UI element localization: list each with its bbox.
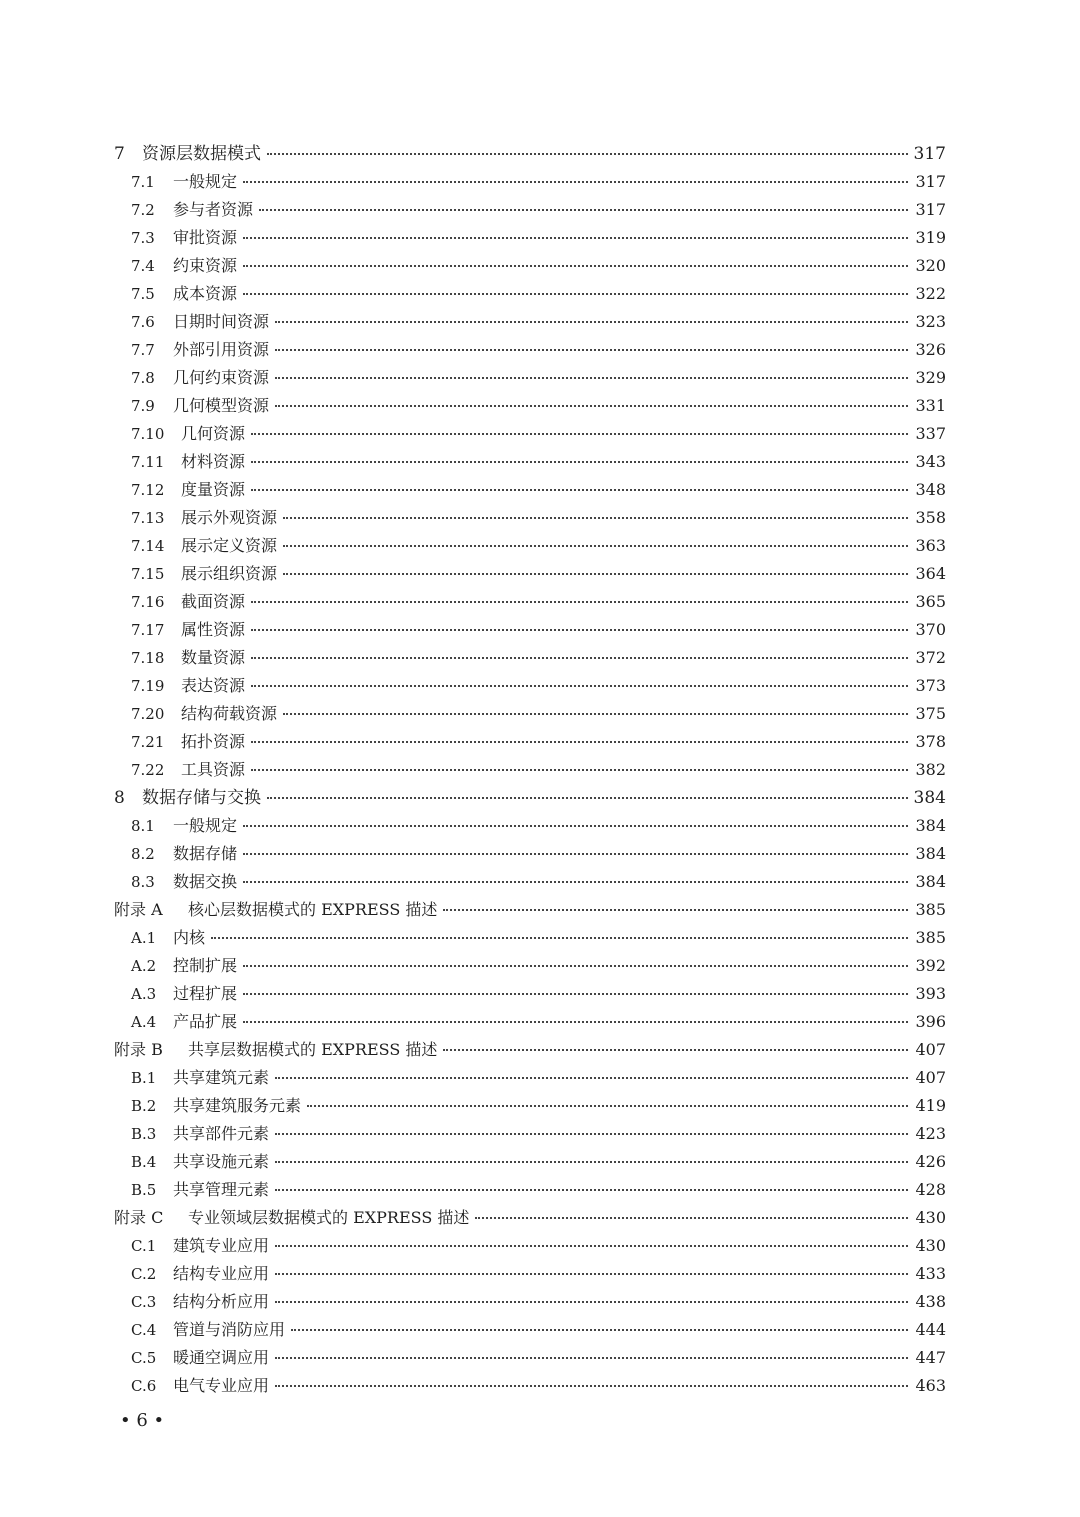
toc-dot-leader [211, 937, 908, 939]
toc-dot-leader [243, 881, 908, 883]
toc-entry-title: 材料资源 [181, 452, 246, 471]
toc-entry-title: 过程扩展 [173, 984, 238, 1003]
toc-entry-number: 7.15 [131, 565, 165, 583]
toc-entry[interactable] [0, 336, 1080, 364]
toc-dot-leader [251, 629, 908, 631]
toc-entry[interactable] [0, 560, 1080, 588]
toc-entry-number: C.3 [131, 1293, 157, 1311]
toc-entry-title: 几何模型资源 [173, 396, 270, 415]
table-of-contents [0, 140, 1080, 1400]
toc-entry[interactable] [0, 952, 1080, 980]
toc-dot-leader [243, 1021, 908, 1023]
toc-entry-number: 7.10 [131, 425, 165, 443]
toc-dot-leader [267, 153, 908, 155]
toc-entry-title: 一般规定 [173, 816, 238, 835]
toc-entry-page: 430 [915, 1236, 946, 1255]
toc-dot-leader [251, 489, 908, 491]
toc-entry-page: 428 [915, 1180, 946, 1199]
toc-entry-title: 共享建筑服务元素 [173, 1096, 302, 1115]
page-number: • 6 • [120, 1410, 165, 1431]
toc-entry-number: 7.19 [131, 677, 165, 695]
toc-entry-number: 7.17 [131, 621, 165, 639]
toc-entry-number: A.3 [131, 985, 157, 1003]
toc-entry-number: 7.16 [131, 593, 165, 611]
toc-entry-number: 7.4 [131, 257, 155, 275]
toc-entry-number: 7.18 [131, 649, 165, 667]
toc-entry-page: 423 [915, 1124, 946, 1143]
toc-dot-leader [243, 825, 908, 827]
toc-dot-leader [307, 1105, 908, 1107]
toc-entry-number: C.4 [131, 1321, 157, 1339]
toc-entry[interactable] [0, 1204, 1080, 1232]
toc-entry[interactable] [0, 1232, 1080, 1260]
toc-entry-number: 8.1 [131, 817, 155, 835]
toc-entry[interactable] [0, 224, 1080, 252]
toc-entry-title: 数量资源 [181, 648, 246, 667]
toc-dot-leader [251, 685, 908, 687]
toc-dot-leader [275, 349, 908, 351]
toc-dot-leader [275, 321, 908, 323]
toc-dot-leader [275, 405, 908, 407]
toc-entry[interactable] [0, 364, 1080, 392]
toc-dot-leader [275, 1189, 908, 1191]
toc-entry-page: 384 [915, 844, 946, 863]
toc-entry[interactable] [0, 1120, 1080, 1148]
toc-entry-page: 430 [915, 1208, 946, 1227]
toc-entry-number: 7.7 [131, 341, 155, 359]
toc-dot-leader [283, 713, 908, 715]
toc-entry-title: 度量资源 [181, 480, 246, 499]
toc-entry-title: 核心层数据模式的 EXPRESS 描述 [188, 900, 438, 919]
toc-entry-page: 317 [913, 144, 946, 164]
toc-entry-page: 433 [915, 1264, 946, 1283]
toc-entry[interactable] [0, 532, 1080, 560]
toc-entry-number: C.2 [131, 1265, 157, 1283]
toc-entry-title: 共享设施元素 [173, 1152, 270, 1171]
toc-entry-title: 建筑专业应用 [173, 1236, 270, 1255]
toc-entry-page: 319 [915, 228, 946, 247]
toc-entry-page: 447 [915, 1348, 946, 1367]
toc-entry-page: 317 [915, 172, 946, 191]
toc-entry-number: B.5 [131, 1181, 157, 1199]
toc-entry-page: 320 [915, 256, 946, 275]
toc-entry[interactable] [0, 756, 1080, 784]
toc-entry-title: 内核 [173, 928, 206, 947]
toc-entry[interactable] [0, 196, 1080, 224]
toc-entry-title: 结构荷载资源 [181, 704, 278, 723]
toc-dot-leader [251, 769, 908, 771]
toc-entry-number: 7.8 [131, 369, 155, 387]
toc-dot-leader [275, 1161, 908, 1163]
toc-entry-page: 444 [915, 1320, 946, 1339]
toc-entry-number: 7.5 [131, 285, 155, 303]
toc-dot-leader [283, 517, 908, 519]
toc-entry[interactable] [0, 1176, 1080, 1204]
toc-entry-title: 几何约束资源 [173, 368, 270, 387]
toc-entry[interactable] [0, 924, 1080, 952]
toc-entry-title: 资源层数据模式 [142, 144, 261, 164]
toc-entry-page: 317 [915, 200, 946, 219]
toc-entry-title: 展示外观资源 [181, 508, 278, 527]
toc-entry[interactable] [0, 672, 1080, 700]
toc-entry-number: 8.3 [131, 873, 155, 891]
toc-entry-title: 专业领域层数据模式的 EXPRESS 描述 [188, 1208, 470, 1227]
toc-entry-title: 控制扩展 [173, 956, 238, 975]
toc-entry-number: B.1 [131, 1069, 157, 1087]
toc-entry[interactable] [0, 784, 1080, 812]
toc-dot-leader [283, 573, 908, 575]
toc-entry-page: 337 [915, 424, 946, 443]
toc-entry-title: 数据存储 [173, 844, 238, 863]
toc-dot-leader [243, 293, 908, 295]
toc-dot-leader [259, 209, 908, 211]
toc-dot-leader [443, 909, 908, 911]
toc-entry-title: 产品扩展 [173, 1012, 238, 1031]
toc-entry[interactable] [0, 1064, 1080, 1092]
toc-entry-page: 375 [915, 704, 946, 723]
toc-entry[interactable] [0, 868, 1080, 896]
toc-entry[interactable] [0, 728, 1080, 756]
toc-entry-title: 日期时间资源 [173, 312, 270, 331]
toc-entry-page: 378 [915, 732, 946, 751]
toc-entry[interactable] [0, 1148, 1080, 1176]
toc-dot-leader [251, 601, 908, 603]
toc-entry-number: C.1 [131, 1237, 157, 1255]
toc-dot-leader [291, 1329, 908, 1331]
toc-entry[interactable] [0, 1372, 1080, 1400]
toc-dot-leader [243, 181, 908, 183]
toc-dot-leader [267, 797, 908, 799]
toc-entry-title: 共享部件元素 [173, 1124, 270, 1143]
toc-entry-title: 展示定义资源 [181, 536, 278, 555]
toc-entry[interactable] [0, 140, 1080, 168]
toc-entry[interactable] [0, 252, 1080, 280]
toc-entry-title: 参与者资源 [173, 200, 254, 219]
toc-dot-leader [443, 1049, 908, 1051]
toc-dot-leader [275, 1077, 908, 1079]
toc-entry-number: 7.13 [131, 509, 165, 527]
toc-entry-page: 392 [915, 956, 946, 975]
toc-entry[interactable] [0, 476, 1080, 504]
toc-entry-page: 373 [915, 676, 946, 695]
toc-entry-number: 7.12 [131, 481, 165, 499]
toc-entry[interactable] [0, 812, 1080, 840]
toc-dot-leader [251, 657, 908, 659]
toc-entry-page: 463 [915, 1376, 946, 1395]
toc-entry-number: 7.3 [131, 229, 155, 247]
toc-dot-leader [275, 1301, 908, 1303]
toc-entry-page: 364 [915, 564, 946, 583]
toc-entry-number: 7.9 [131, 397, 155, 415]
toc-entry-number: C.5 [131, 1349, 157, 1367]
toc-entry-page: 384 [915, 872, 946, 891]
toc-dot-leader [475, 1217, 908, 1219]
toc-entry[interactable] [0, 1316, 1080, 1344]
toc-entry[interactable] [0, 392, 1080, 420]
toc-entry-page: 329 [915, 368, 946, 387]
toc-entry-page: 384 [913, 788, 946, 808]
toc-entry[interactable] [0, 1036, 1080, 1064]
toc-dot-leader [251, 461, 908, 463]
toc-dot-leader [243, 965, 908, 967]
toc-entry-title: 共享层数据模式的 EXPRESS 描述 [188, 1040, 438, 1059]
toc-entry-title: 共享建筑元素 [173, 1068, 270, 1087]
toc-entry-title: 管道与消防应用 [173, 1320, 286, 1339]
toc-entry-number: 附录 A [114, 900, 163, 919]
toc-entry-title: 几何资源 [181, 424, 246, 443]
toc-entry[interactable] [0, 280, 1080, 308]
toc-entry[interactable] [0, 1288, 1080, 1316]
toc-entry[interactable] [0, 168, 1080, 196]
toc-dot-leader [275, 1133, 908, 1135]
toc-entry-page: 331 [915, 396, 946, 415]
toc-entry-number: 7.20 [131, 705, 165, 723]
toc-entry[interactable] [0, 588, 1080, 616]
toc-entry-page: 358 [915, 508, 946, 527]
toc-entry-page: 438 [915, 1292, 946, 1311]
toc-entry-title: 外部引用资源 [173, 340, 270, 359]
toc-entry-number: 7.21 [131, 733, 165, 751]
toc-entry-page: 419 [915, 1096, 946, 1115]
toc-entry-title: 数据交换 [173, 872, 238, 891]
toc-entry-title: 审批资源 [173, 228, 238, 247]
toc-dot-leader [275, 1385, 908, 1387]
toc-entry-page: 385 [915, 900, 946, 919]
toc-entry-title: 数据存储与交换 [142, 788, 261, 808]
toc-entry-page: 365 [915, 592, 946, 611]
toc-entry-title: 电气专业应用 [173, 1376, 270, 1395]
toc-entry-page: 426 [915, 1152, 946, 1171]
toc-entry-number: 8.2 [131, 845, 155, 863]
toc-entry-page: 385 [915, 928, 946, 947]
toc-entry-page: 323 [915, 312, 946, 331]
toc-entry-number: 7.2 [131, 201, 155, 219]
toc-dot-leader [275, 1357, 908, 1359]
toc-entry-number: 8 [114, 788, 125, 808]
toc-entry[interactable] [0, 448, 1080, 476]
toc-dot-leader [251, 741, 908, 743]
toc-entry-number: C.6 [131, 1377, 157, 1395]
toc-entry-page: 393 [915, 984, 946, 1003]
toc-entry-number: 7.11 [131, 453, 165, 471]
toc-entry-page: 384 [915, 816, 946, 835]
toc-entry-title: 属性资源 [181, 620, 246, 639]
toc-entry-title: 工具资源 [181, 760, 246, 779]
toc-entry-number: 7 [114, 144, 125, 164]
toc-entry-page: 363 [915, 536, 946, 555]
toc-entry[interactable] [0, 644, 1080, 672]
toc-entry-number: B.3 [131, 1125, 157, 1143]
toc-entry-title: 成本资源 [173, 284, 238, 303]
toc-entry-title: 拓扑资源 [181, 732, 246, 751]
toc-dot-leader [275, 1245, 908, 1247]
toc-dot-leader [275, 377, 908, 379]
toc-entry-title: 约束资源 [173, 256, 238, 275]
toc-dot-leader [275, 1273, 908, 1275]
toc-entry-page: 407 [915, 1068, 946, 1087]
toc-dot-leader [283, 545, 908, 547]
toc-dot-leader [243, 265, 908, 267]
toc-entry[interactable] [0, 1092, 1080, 1120]
toc-entry-number: A.4 [131, 1013, 157, 1031]
toc-entry-number: 附录 B [114, 1040, 163, 1059]
toc-entry-page: 372 [915, 648, 946, 667]
toc-entry-number: B.4 [131, 1153, 157, 1171]
toc-dot-leader [243, 993, 908, 995]
toc-entry-title: 结构分析应用 [173, 1292, 270, 1311]
toc-entry[interactable] [0, 1008, 1080, 1036]
toc-entry-number: B.2 [131, 1097, 157, 1115]
toc-entry-page: 396 [915, 1012, 946, 1031]
toc-entry-title: 共享管理元素 [173, 1180, 270, 1199]
toc-entry[interactable] [0, 700, 1080, 728]
toc-entry-number: 7.1 [131, 173, 155, 191]
toc-entry-page: 370 [915, 620, 946, 639]
toc-entry[interactable] [0, 840, 1080, 868]
toc-entry-number: A.1 [131, 929, 157, 947]
toc-entry-page: 348 [915, 480, 946, 499]
toc-entry[interactable] [0, 1260, 1080, 1288]
toc-entry[interactable] [0, 308, 1080, 336]
toc-dot-leader [243, 853, 908, 855]
toc-entry[interactable] [0, 1344, 1080, 1372]
toc-entry-number: 7.22 [131, 761, 165, 779]
toc-entry-title: 暖通空调应用 [173, 1348, 270, 1367]
toc-entry-number: 7.6 [131, 313, 155, 331]
toc-entry-number: 7.14 [131, 537, 165, 555]
toc-entry-page: 322 [915, 284, 946, 303]
toc-entry[interactable] [0, 420, 1080, 448]
toc-entry[interactable] [0, 616, 1080, 644]
toc-entry[interactable] [0, 504, 1080, 532]
toc-entry-number: 附录 C [114, 1208, 164, 1227]
toc-entry[interactable] [0, 896, 1080, 924]
toc-dot-leader [251, 433, 908, 435]
toc-entry-title: 展示组织资源 [181, 564, 278, 583]
toc-entry-title: 结构专业应用 [173, 1264, 270, 1283]
toc-entry-page: 343 [915, 452, 946, 471]
toc-dot-leader [243, 237, 908, 239]
toc-entry-page: 407 [915, 1040, 946, 1059]
toc-entry-page: 382 [915, 760, 946, 779]
toc-entry-title: 截面资源 [181, 592, 246, 611]
toc-entry-page: 326 [915, 340, 946, 359]
toc-entry-number: A.2 [131, 957, 157, 975]
toc-entry-title: 一般规定 [173, 172, 238, 191]
toc-entry[interactable] [0, 980, 1080, 1008]
toc-entry-title: 表达资源 [181, 676, 246, 695]
